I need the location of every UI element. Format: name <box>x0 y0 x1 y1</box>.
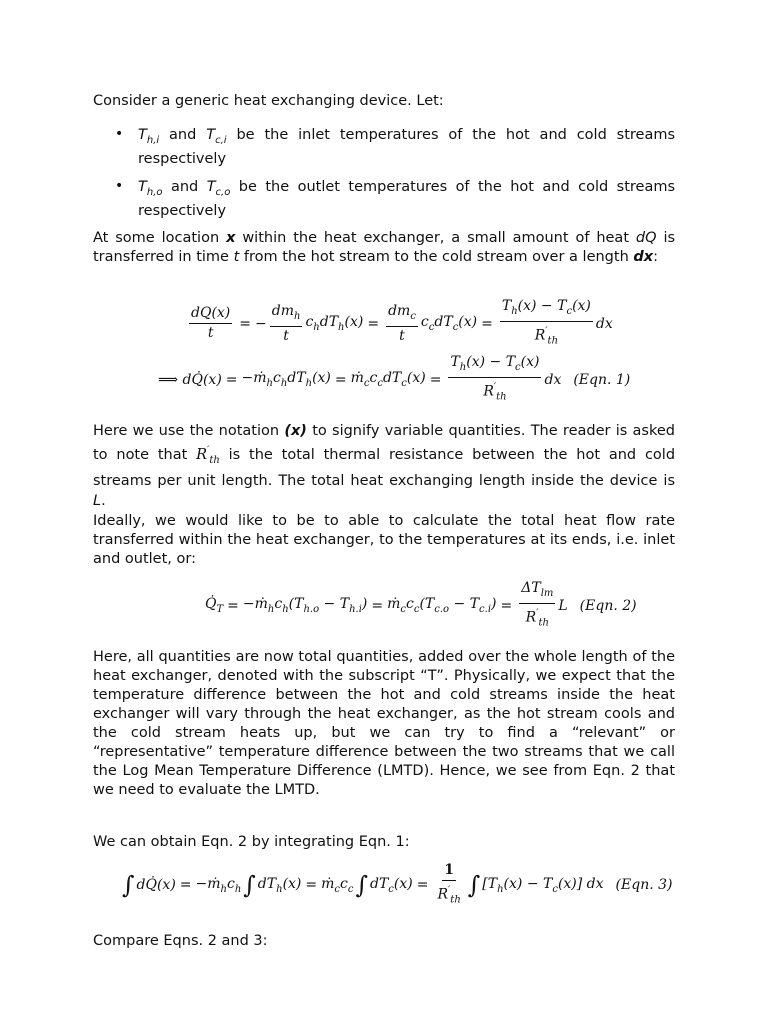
sub: th <box>538 617 549 629</box>
prime: ′ <box>207 445 210 456</box>
bullet-item-outlet <box>138 178 675 221</box>
term: [T <box>482 875 498 892</box>
paragraph-integrate: We can obtain Eqn. 2 by integrating Eqn. 1: <box>93 834 410 850</box>
integral-sign: ∫ <box>467 871 481 900</box>
prime: ′ <box>536 607 539 619</box>
text-run: from the hot stream to the cold stream over a length <box>243 249 629 265</box>
sub: c <box>566 305 573 317</box>
equals: = <box>500 597 513 614</box>
text-run: is transferred in time <box>93 230 676 265</box>
paragraph-heat-transfer <box>93 229 675 267</box>
symbol-sub: h,o <box>146 186 163 198</box>
sub: h <box>266 378 273 390</box>
sub: c <box>515 361 521 373</box>
var-dx: dx <box>633 249 654 265</box>
sub: h.i <box>349 604 362 616</box>
text-run: At some location <box>93 230 220 246</box>
term: dQ̇(x) <box>136 877 176 894</box>
fraction <box>189 305 232 342</box>
sub: c.o <box>434 604 450 616</box>
fraction <box>500 298 593 349</box>
numerator-mid: (x) − T <box>466 354 516 370</box>
equals: = <box>179 877 192 894</box>
term: (x) <box>344 314 364 331</box>
term: (x)] dx <box>557 875 604 892</box>
equals: = <box>334 371 347 388</box>
equation-1a <box>186 298 613 349</box>
numerator-end: (x) <box>572 298 591 314</box>
equals: = <box>481 315 493 332</box>
term: (x) − T <box>503 875 553 892</box>
equation-1b <box>158 354 630 405</box>
term: − T <box>319 596 350 613</box>
term: c <box>226 875 235 892</box>
fraction <box>270 303 303 345</box>
fraction <box>435 862 462 908</box>
term: L <box>558 597 568 614</box>
bullet-rest: be the outlet temperatures of the hot and cold streams respectively <box>138 179 676 219</box>
equation-label: (Eqn. 1) <box>573 371 631 388</box>
sub: h <box>234 883 242 895</box>
term: −ṁ <box>195 875 221 892</box>
term: ) <box>361 596 368 613</box>
equals: = <box>225 371 238 388</box>
symbol-sub: h,i <box>146 134 160 146</box>
intro-text: Consider a generic heat exchanging device. Let: <box>93 93 444 109</box>
term: −ṁ <box>242 596 268 613</box>
sub: c <box>363 378 370 390</box>
term: (x) <box>312 370 331 387</box>
sub: lm <box>540 587 554 599</box>
term: c <box>305 314 314 331</box>
paragraph-ideal: Ideally, we would like to be to able to calculate the total heat flow rate transferred within the heat exchanger, to the temperatures at its ends, i.e. inlet and outlet, or: <box>93 513 675 567</box>
denominator: R <box>534 327 546 344</box>
term: dT <box>257 875 277 892</box>
text-run: . <box>101 492 106 509</box>
denominator: t <box>283 327 289 344</box>
term: (x) <box>282 875 302 892</box>
fraction <box>386 303 418 345</box>
equals: = <box>416 877 429 894</box>
fraction <box>519 580 555 631</box>
term: (x) <box>406 370 426 387</box>
equation-label: (Eqn. 2) <box>579 597 637 614</box>
joiner: and <box>169 127 197 143</box>
term: (x) <box>393 875 413 892</box>
symbol: T <box>206 127 216 143</box>
denominator: R <box>437 886 449 903</box>
paragraph-lmtd: Here, all quantities are now total quantities, added over the whole length of the heat exchanger, denoted with the subscript “T”. Physically, we expect that the temperature difference between the hot and cold streams inside the heat exchanger will vary through the heat exchanger, as the hot stream cools and the cold stream heats up, but we can try to find a “relevant” or “representative” temperature difference between the two streams that we call the Log Mean Temperature Difference (LMTD). Hence, we see from Eqn. 2 that we need to evaluate the LMTD. <box>93 649 675 798</box>
integral-sign: ∫ <box>122 871 135 900</box>
denominator: R <box>483 383 494 400</box>
text-run: to signify variable quantities. The reader is asked to note that <box>93 423 675 463</box>
term: dT <box>287 370 306 387</box>
sub: h <box>305 378 313 390</box>
equals: = <box>305 877 318 894</box>
minus: − <box>255 315 267 332</box>
text-run: Here we use the notation <box>93 423 280 439</box>
term: (T <box>419 596 435 613</box>
term: dx <box>595 315 613 332</box>
sub: c <box>410 310 416 322</box>
bullet-rest: be the inlet temperatures of the hot and cold streams respectively <box>138 127 676 167</box>
var-t: t <box>233 249 240 265</box>
sub: c <box>388 883 394 895</box>
term: ṁ <box>321 875 335 892</box>
symbol: T <box>138 127 147 143</box>
term: ṁ <box>387 596 401 613</box>
term: dT <box>369 875 389 892</box>
var-dq: dQ <box>635 230 657 246</box>
term: c <box>340 875 348 892</box>
denominator: R <box>525 609 537 626</box>
numerator: dm <box>271 302 294 319</box>
sub: c <box>377 378 383 390</box>
numerator: dm <box>388 302 411 319</box>
term: dQ̇(x) <box>182 371 222 388</box>
integral-sign: ∫ <box>355 871 368 900</box>
prime: ′ <box>493 381 497 393</box>
bullet-marker: • <box>115 178 124 194</box>
sub: c <box>552 883 558 895</box>
sub: c <box>428 322 435 334</box>
denominator: t <box>399 327 405 344</box>
equation-label: (Eqn. 3) <box>615 877 673 894</box>
sub: h <box>276 883 283 895</box>
sub: h.o <box>303 604 320 616</box>
equals: = <box>371 597 384 614</box>
numerator: 1 <box>442 862 456 881</box>
prime: ′ <box>448 885 451 896</box>
text-run: within the heat exchanger, a small amount of heat <box>242 230 630 246</box>
sub: h <box>338 322 345 334</box>
numerator: T <box>501 298 512 314</box>
term: dT <box>382 370 402 387</box>
sub: th <box>547 335 559 347</box>
joiner: and <box>170 179 199 195</box>
term: dT <box>434 314 453 331</box>
numerator-mid: (x) − T <box>517 298 567 314</box>
equals: = <box>239 315 251 332</box>
sub: c <box>452 322 459 334</box>
term: ) <box>491 596 497 613</box>
numerator: T <box>450 354 460 370</box>
term: −ṁ <box>241 370 267 387</box>
integral-sign: ∫ <box>243 871 256 900</box>
bullet-marker: • <box>115 126 124 142</box>
denominator: t <box>207 325 214 342</box>
term: (x) <box>458 314 478 331</box>
equation-3 <box>120 862 672 908</box>
sub: th <box>496 391 507 403</box>
sub: h <box>313 322 320 334</box>
numerator: dQ(x) <box>189 305 232 324</box>
sub: c.i <box>479 604 492 616</box>
sub: c <box>347 883 354 895</box>
sub: c <box>334 883 341 895</box>
sub: c <box>400 604 406 616</box>
symbol: T <box>206 179 216 195</box>
term: − T <box>449 596 480 613</box>
prime: ′ <box>545 325 548 337</box>
sub: h <box>497 883 504 895</box>
symbol-sub: c,i <box>215 134 227 146</box>
term: Q̇ <box>205 596 217 613</box>
equals: = <box>367 315 380 332</box>
term: c <box>406 596 414 613</box>
term: dT <box>319 314 339 331</box>
sub: T <box>216 604 224 616</box>
paragraph-compare: Compare Eqns. 2 and 3: <box>93 933 268 949</box>
sub: h <box>511 305 518 317</box>
var-l: L <box>93 492 102 509</box>
symbol: T <box>138 179 147 195</box>
term: c <box>274 596 283 613</box>
symbol: R <box>196 446 208 463</box>
sub: h <box>280 378 288 390</box>
numerator: ΔT <box>521 580 541 596</box>
paragraph-notation <box>93 421 675 511</box>
text-run: : <box>653 249 658 265</box>
sub: h <box>282 604 289 616</box>
term: c <box>420 314 429 331</box>
sub: c <box>413 604 420 616</box>
sub: th <box>209 454 220 466</box>
sub: h <box>293 310 301 322</box>
sub: c <box>401 378 407 390</box>
term: ṁ <box>350 370 364 387</box>
term: c <box>273 370 281 387</box>
equals: = <box>227 597 239 614</box>
numerator-end: (x) <box>520 354 540 370</box>
sub: h <box>220 883 227 895</box>
equation-2 <box>205 580 637 631</box>
sub: h <box>459 361 467 373</box>
sub: h <box>267 604 275 616</box>
sub: th <box>450 894 461 906</box>
equals: = <box>429 371 442 388</box>
symbol-sub: c,o <box>215 186 231 198</box>
var-x: x <box>226 230 236 246</box>
bullet-item-inlet <box>138 126 675 169</box>
fraction <box>448 354 541 405</box>
term: (T <box>288 596 304 613</box>
implies-arrow: ⟹ <box>158 371 179 388</box>
text-run: is the total thermal resistance between the hot and cold streams per unit length. The total heat exchanging length inside the device is <box>93 446 676 489</box>
notation: (x) <box>284 423 307 439</box>
term: dx <box>544 371 562 388</box>
term: c <box>369 370 378 387</box>
